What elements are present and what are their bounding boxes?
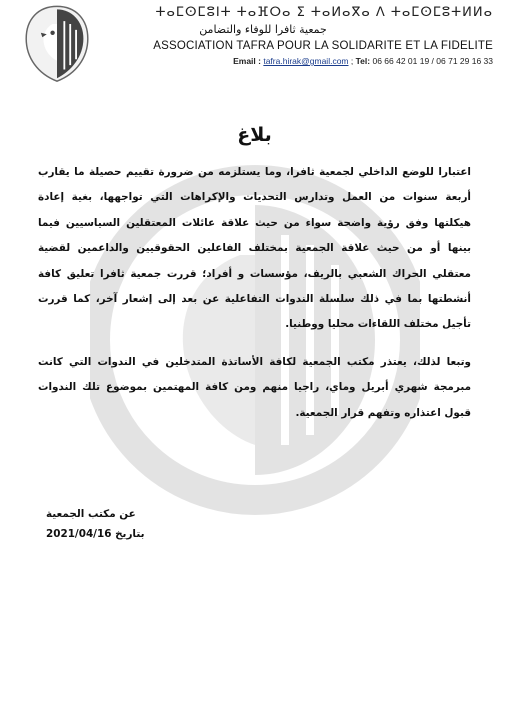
announcement-title: بلاغ: [237, 124, 272, 146]
association-logo: [20, 2, 94, 90]
contact-line: [103, 54, 493, 68]
signature-from: عن مكتب الجمعية: [46, 508, 136, 520]
signature-date: [46, 524, 186, 544]
email-label: Email :: [233, 56, 261, 66]
tifinagh-name: ⵜⴰⵎⵙⵎⵓⵏⵜ ⵜⴰⴼⵔⴰ ⵉ ⵜⴰⵍⴰⴳⴰ ⴷ ⵜⴰⵎⵙⵎⵓⵜⵍⵍⴰ: [155, 5, 493, 20]
arabic-association-name: جمعية ثافرا للوفاء والتضامن: [199, 23, 327, 36]
paragraph-2: وتبعا لذلك، يعتذر مكتب الجمعية لكافة الأساتذة المتدخلين في الندوات التي كانت مبرمجة شهري أبريل وماي، راجيا منهم ومن كافة المهتمين بموضوع تلك الندوات قبول اعتذاره وتفهم قرار الجمعية.: [38, 355, 471, 419]
phone-numbers: 06 66 42 01 19 / 06 71 29 16 33: [372, 56, 493, 66]
french-association-name: ASSOCIATION TAFRA POUR LA SOLIDARITE ET LA FIDELITE: [153, 40, 493, 52]
tel-label: Tel:: [355, 56, 371, 66]
date-label: بتاريخ: [115, 528, 145, 540]
announcement-body: [38, 160, 471, 426]
letterhead: [103, 4, 493, 68]
signature-block: [46, 504, 186, 544]
paragraph-1: اعتبارا للوضع الداخلي لجمعية ثافرا، وما يستلزمه من ضرورة تقييم حصيلة ما يقارب أربعة سنوات من العمل وتدارس التحديات والإكراهات التي تواجهها، بغية إعادة هيكلتها وفق رؤية واضحة سواء من حيث علاقة عائلات المعتقلين السياسيين فيما بينها أو من حيث علاقة الجمعية بمختلف الفاعلين الحقوقيين والداعمين لقضية معتقلي الحراك الشعبي بالريف، مؤسسات و أفراد؛ قررت جمعية ثافرا تعليق كافة أنشطتها بما في ذلك سلسلة الندوات التفاعلية عن بعد إلى إشعار آخر، كما قررت تأجيل مختلف اللقاءات محليا ووطنيا.: [38, 166, 471, 331]
email-link[interactable]: tafra.hirak@gmail.com: [263, 56, 349, 66]
separator: ;: [350, 56, 356, 66]
date-value: 2021/04/16: [46, 528, 112, 540]
